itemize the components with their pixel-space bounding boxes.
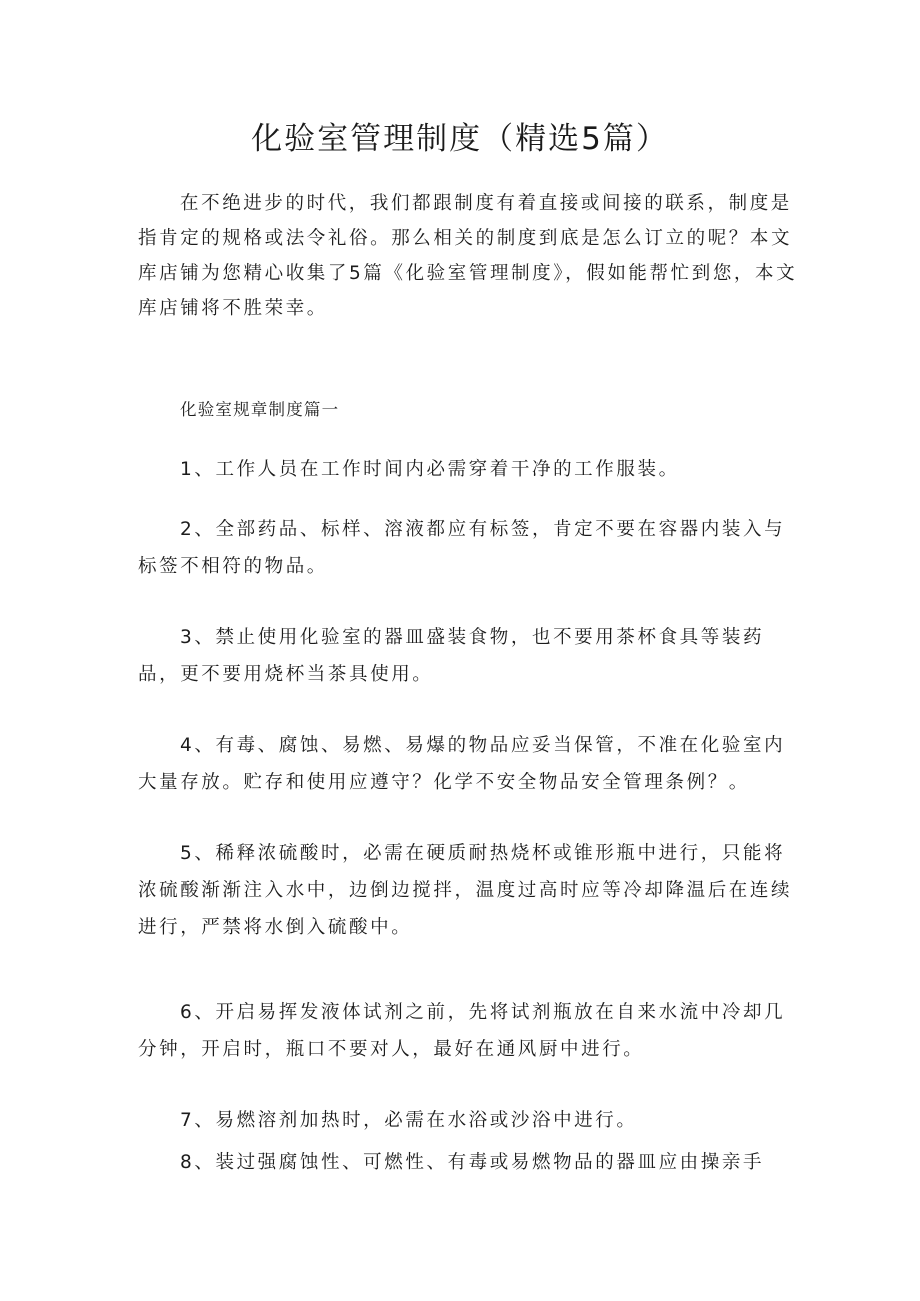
document-title: 化验室管理制度（精选5篇） [251, 121, 669, 157]
rule-item-7: 7、易燃溶剂加热时，必需在水浴或沙浴中进行。 [180, 1110, 638, 1131]
rule-item-4: 4、有毒、腐蚀、易燃、易爆的物品应妥当保管，不准在化验室内大量存放。贮存和使用应遵守？化学不安全物品安全管理条例？。 [138, 735, 786, 793]
rule-item-8: 8、装过强腐蚀性、可燃性、有毒或易燃物品的器皿应由操亲手 [180, 1152, 765, 1173]
rule-item-1: 1、工作人员在工作时间内必需穿着干净的工作服装。 [180, 459, 680, 480]
rule-item-5: 5、稀释浓硫酸时，必需在硬质耐热烧杯或锥形瓶中进行，只能将浓硫酸渐渐注入水中，边倒边搅拌，温度过高时应等冷却降温后在连续进行，严禁将水倒入硫酸中。 [138, 843, 793, 938]
rule-item-6: 6、开启易挥发液体试剂之前，先将试剂瓶放在自来水流中冷却几分钟，开启时，瓶口不要对人，最好在通风厨中进行。 [138, 1002, 786, 1060]
rule-item-3: 3、禁止使用化验室的器皿盛装食物，也不要用茶杯食具等装药品，更不要用烧杯当茶具使用。 [138, 627, 765, 685]
section-heading: 化验室规章制度篇一 [180, 400, 340, 419]
rule-item-2: 2、全部药品、标样、溶液都应有标签，肯定不要在容器内装入与标签不相符的物品。 [138, 519, 786, 577]
intro-paragraph: 在不绝进步的时代，我们都跟制度有着直接或间接的联系，制度是指肯定的规格或法令礼俗。那么相关的制度到底是怎么订立的呢？本文库店铺为您精心收集了5篇《化验室管理制度》，假如能帮忙到您，本文库店铺将不胜荣幸。 [138, 193, 798, 319]
